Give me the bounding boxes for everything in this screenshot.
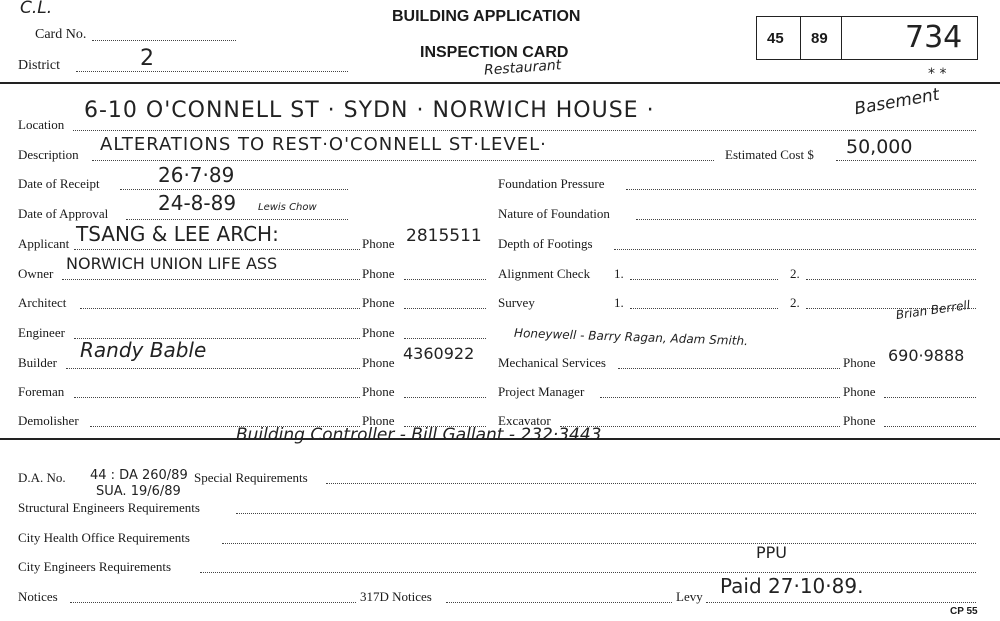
form-code: CP 55 [950,606,978,617]
excavator-label: Excavator [498,413,551,428]
date-of-receipt-line [120,189,348,190]
foreman-phone-label: Phone [362,384,395,399]
card-no-label: Card No. [35,27,87,42]
builder-value: Randy Bable [80,338,207,362]
box-code-a: 45 [767,30,784,47]
location-note: Basement [852,84,941,120]
excavator-line [560,426,840,427]
city-engineers-value: PPU [756,543,788,562]
alignment-check-1-line [630,279,778,280]
alignment-check-2: 2. [790,266,800,281]
survey-label: Survey [498,295,535,310]
sua-value: SUA. 19/6/89 [96,484,181,499]
nature-of-foundation-label: Nature of Foundation [498,206,610,221]
alignment-check-label: Alignment Check [498,266,591,281]
location-label: Location [18,117,65,132]
owner-line [62,279,360,280]
date-of-approval-note: Lewis Chow [258,202,317,213]
location-line [73,130,976,131]
structural-engineers-label: Structural Engineers Requirements [18,500,200,515]
owner-label: Owner [18,266,54,281]
mechanical-services-label: Mechanical Services [498,355,606,370]
district-label: District [18,58,60,73]
alignment-check-1: 1. [614,266,624,281]
owner-value: NORWICH UNION LIFE ASS [66,254,278,273]
title-note: Restaurant [483,57,562,79]
special-requirements-label: Special Requirements [194,470,308,485]
description-line [92,160,714,161]
demolisher-label: Demolisher [18,413,79,428]
foreman-phone-line [404,397,486,398]
project-manager-phone-label: Phone [843,384,876,399]
page-subtitle: INSPECTION CARD [420,44,569,61]
survey-1-line [630,308,778,309]
estimated-cost-value: 50,000 [846,136,913,158]
demolisher-phone-label: Phone [362,413,395,428]
survey-2: 2. [790,295,800,310]
notices-line [70,602,356,603]
survey-1: 1. [614,295,624,310]
city-health-label: City Health Office Requirements [18,530,190,545]
project-manager-label: Project Manager [498,384,585,399]
architect-phone-line [404,308,486,309]
header-divider [0,82,1000,84]
applicant-phone-value: 2815511 [406,226,482,246]
foreman-line [74,397,360,398]
district-line [76,71,348,72]
applicant-phone-label: Phone [362,236,395,251]
builder-line [66,368,360,369]
alignment-check-2-line [806,279,976,280]
engineer-label: Engineer [18,325,65,340]
mechanical-phone-label: Phone [843,355,876,370]
owner-phone-label: Phone [362,266,395,281]
engineer-phone-line [404,338,486,339]
depth-of-footings-label: Depth of Footings [498,236,593,251]
excavator-phone-label: Phone [843,413,876,428]
mechanical-phone-note: Brian Berrell [894,297,971,323]
depth-of-footings-line [614,249,976,250]
foundation-pressure-line [626,189,976,190]
project-manager-phone-line [884,397,976,398]
builder-label: Builder [18,355,57,370]
nature-of-foundation-line [636,219,976,220]
building-controller-note: Building Controller - Bill Gallant - 232·3443 [236,425,602,445]
card-no-line [92,40,236,41]
date-of-approval-label: Date of Approval [18,206,109,221]
project-manager-line [600,397,840,398]
applicant-line [74,249,360,250]
da-no-value: 44 : DA 260/89 [90,468,188,483]
architect-phone-label: Phone [362,295,395,310]
foreman-label: Foreman [18,384,65,399]
district-value: 2 [140,46,154,71]
page-title: BUILDING APPLICATION [392,8,581,25]
excavator-phone-line [884,426,976,427]
star-marks: * * [928,66,947,82]
structural-engineers-line [236,513,976,514]
description-value: ALTERATIONS TO REST·O'CONNELL ST·LEVEL· [100,134,547,155]
notices-317d-label: 317D Notices [360,589,432,604]
special-requirements-line [326,483,976,484]
mechanical-services-note: Honeywell - Barry Ragan, Adam Smith. [513,325,749,349]
builder-phone-value: 4360922 [403,344,475,363]
city-engineers-label: City Engineers Requirements [18,559,172,574]
applicant-label: Applicant [18,236,70,251]
notices-317d-line [446,602,672,603]
applicant-value: TSANG & LEE ARCH: [76,222,279,246]
date-of-approval-value: 24-8-89 [158,191,237,215]
mechanical-services-line [618,368,840,369]
date-of-receipt-value: 26·7·89 [158,163,235,187]
card-number-box [756,16,978,60]
date-of-approval-line [126,219,348,220]
engineer-phone-label: Phone [362,325,395,340]
city-engineers-line [200,572,976,573]
location-value: 6-10 O'CONNELL ST · SYDN · NORWICH HOUSE · [84,98,655,123]
builder-phone-label: Phone [362,355,395,370]
da-no-label: D.A. No. [18,470,66,485]
date-of-receipt-label: Date of Receipt [18,176,100,191]
architect-line [80,308,360,309]
card-number: 734 [905,20,963,55]
levy-line [706,602,976,603]
estimated-cost-label: Estimated Cost $ [725,147,814,162]
mechanical-phone-value: 690·9888 [888,346,965,365]
architect-label: Architect [18,295,67,310]
foundation-pressure-label: Foundation Pressure [498,176,605,191]
owner-phone-line [404,279,486,280]
city-health-line [222,543,976,544]
estimated-cost-line [836,160,976,161]
levy-label: Levy [676,589,703,604]
notices-label: Notices [18,589,58,604]
box-code-b: 89 [811,30,828,47]
levy-value: Paid 27·10·89. [720,574,864,598]
corner-note: C.L. [20,0,53,18]
description-label: Description [18,147,79,162]
